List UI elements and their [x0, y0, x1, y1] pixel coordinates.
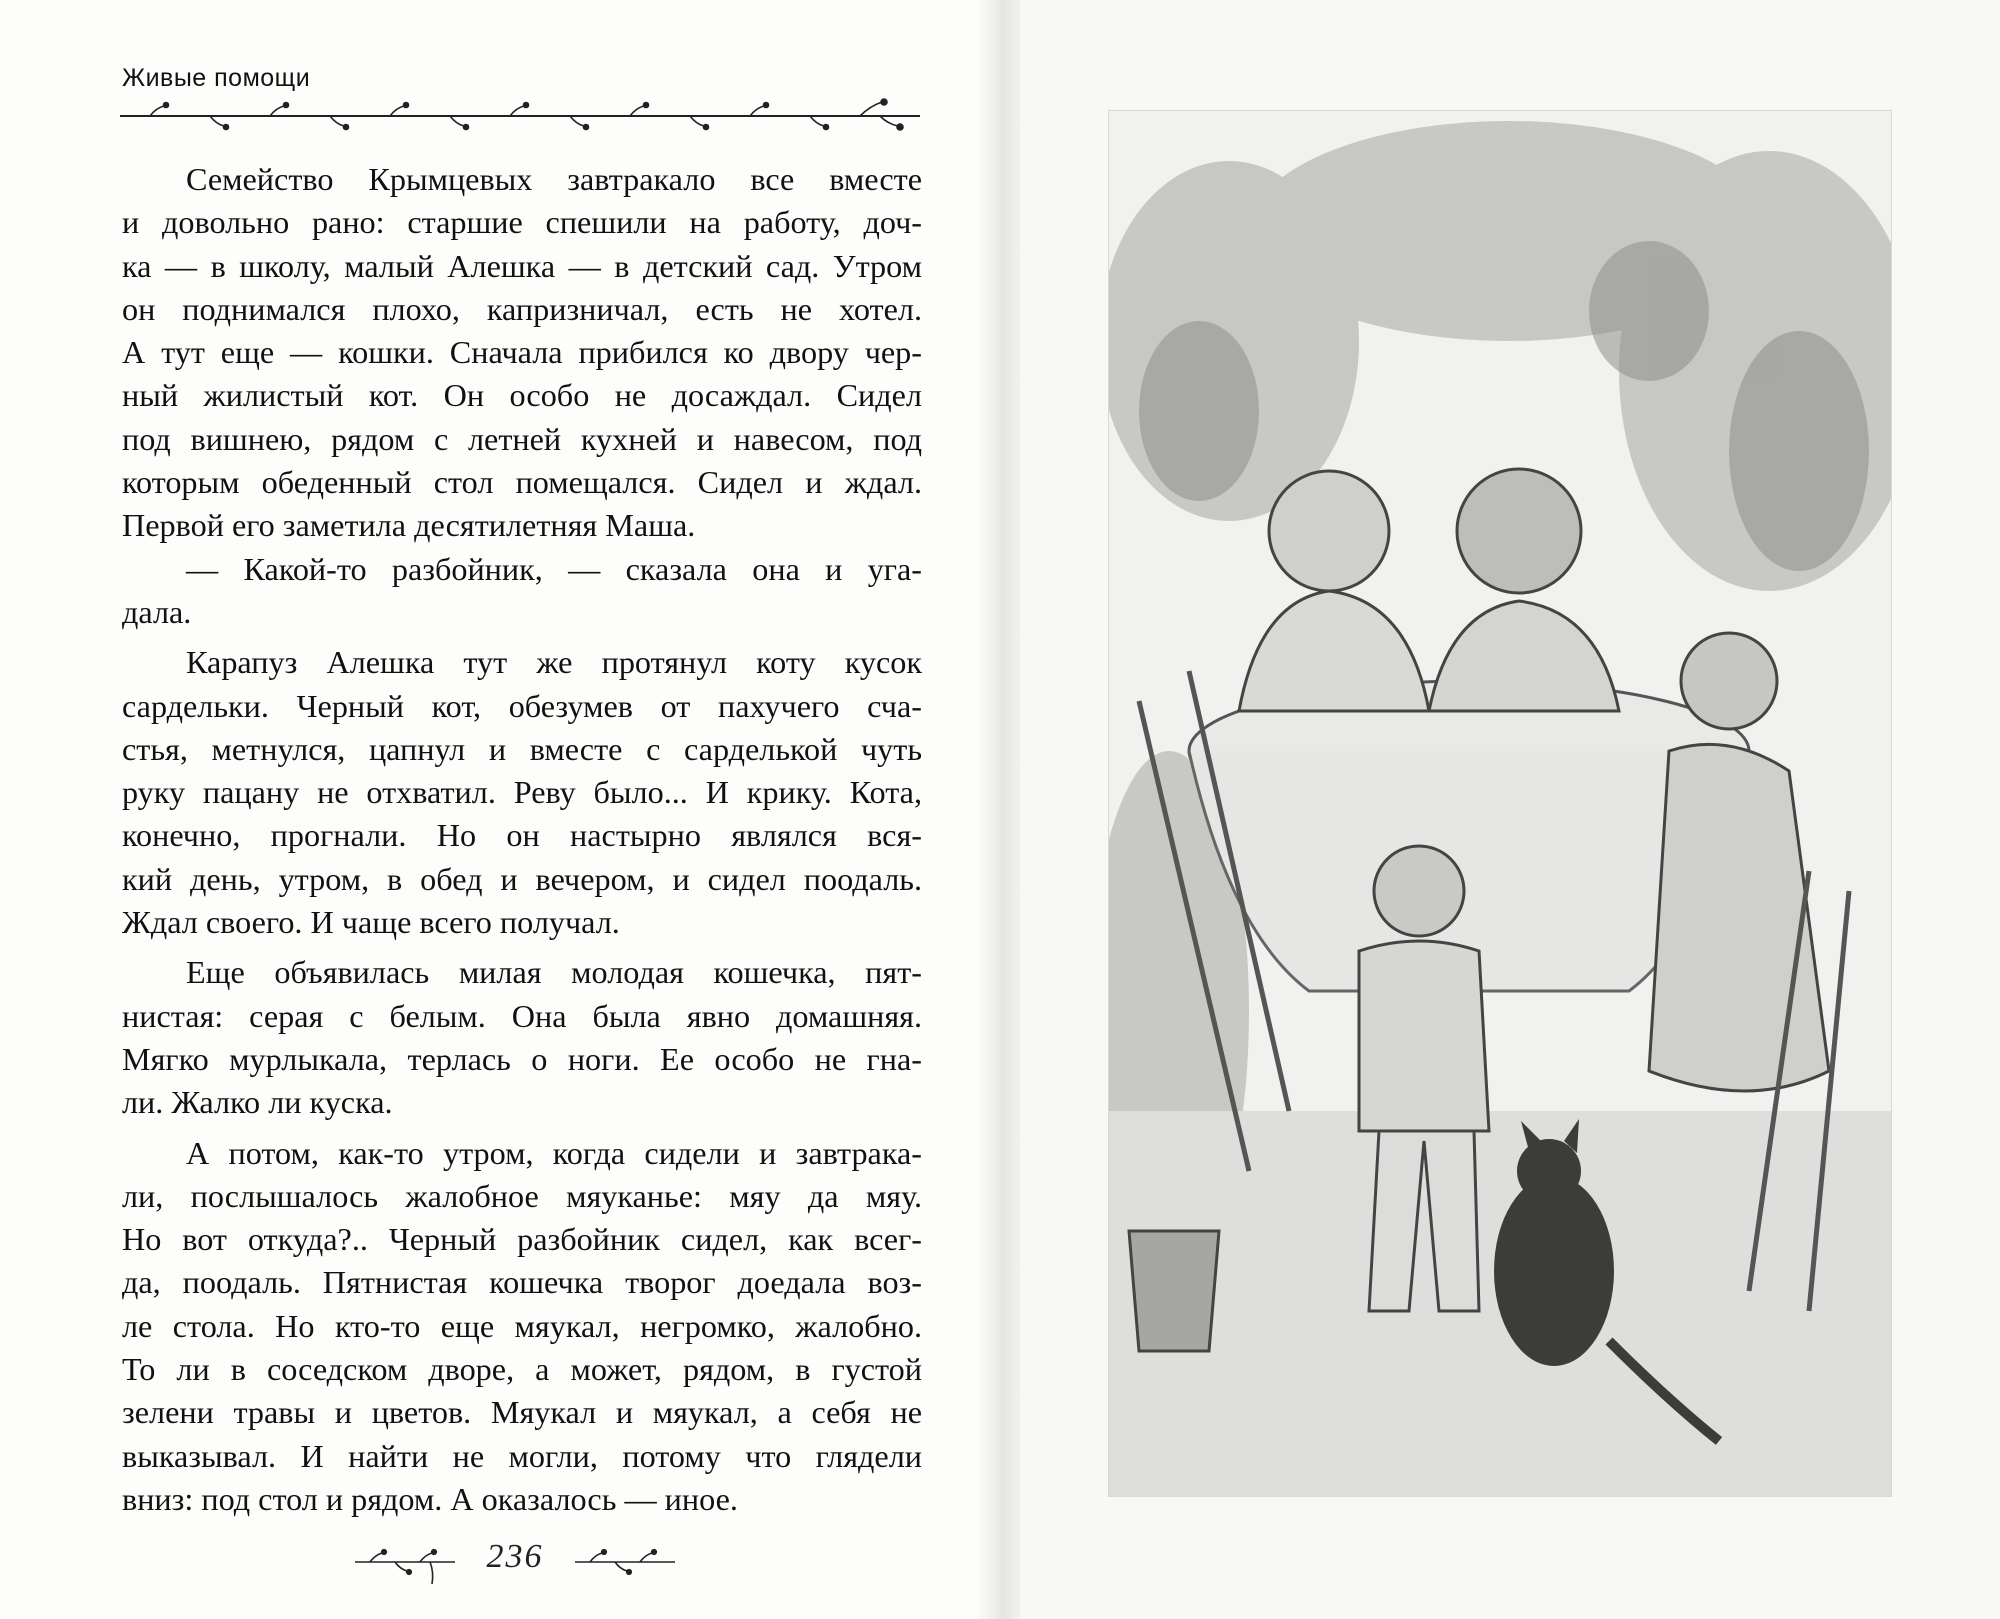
left-page	[0, 0, 990, 1619]
text-line: Мягко мурлыкала, терлась о ноги. Ее особо не гна-	[122, 1040, 922, 1077]
text-line: стья, метнулся, цапнул и вместе с сарделькой чуть	[122, 730, 922, 767]
text-line: ный жилистый кот. Он особо не досаждал. Сидел	[122, 377, 922, 414]
text-line: под вишнею, рядом с летней кухней и навесом, под	[122, 420, 922, 457]
text-line: выказывал. И найти не могли, потому что глядели	[122, 1437, 922, 1474]
text-line: ле стола. Но кто-то еще мяукал, негромко, жалобно.	[122, 1307, 922, 1344]
text-line: да, поодаль. Пятнистая кошечка творог доедала воз-	[122, 1264, 922, 1301]
body-text	[122, 158, 922, 1521]
text-line: которым обеденный стол помещался. Сидел и ждал.	[122, 464, 922, 501]
branch-ornament-rule	[120, 96, 920, 136]
text-line: вниз: под стол и рядом. А оказалось — иное.	[122, 1480, 738, 1517]
text-line: А тут еще — кошки. Сначала прибился ко двору чер-	[122, 334, 922, 371]
text-line: руку пацану не отхватил. Реву было... И крику. Кота,	[122, 774, 922, 811]
text-line: ли, послышалось жалобное мяуканье: мяу да мяу.	[122, 1177, 922, 1214]
text-line: конечно, прогнали. Но он настырно являлся вся-	[122, 817, 922, 854]
text-line: ли. Жалко ли куска.	[122, 1084, 393, 1121]
text-line: Первой его заметила десятилетняя Маша.	[122, 507, 696, 544]
text-line: Ждал своего. И чаще всего получал.	[122, 904, 620, 941]
text-line: нистая: серая с белым. Она была явно домашняя.	[122, 997, 922, 1034]
text-line: дала.	[122, 593, 192, 630]
book-gutter	[975, 0, 1025, 1619]
family-breakfast-illustration	[1108, 110, 1892, 1497]
text-line: и довольно рано: старшие спешили на работу, доч-	[122, 204, 922, 241]
text-line: А потом, как-то утром, когда сидели и завтрака-	[186, 1134, 922, 1171]
text-line: — Какой-то разбойник, — сказала она и уга-	[186, 550, 922, 587]
text-line: он поднимался плохо, капризничал, есть не хотел.	[122, 290, 922, 327]
text-line: Еще объявилась милая молодая кошечка, пят-	[186, 954, 922, 991]
text-line: зелени травы и цветов. Мяукал и мяукал, а себя не	[122, 1394, 922, 1431]
running-head: Живые помощи	[122, 64, 311, 92]
text-line: ка — в школу, малый Алешка — в детский сад. Утром	[122, 247, 922, 284]
text-line: кий день, утром, в обед и вечером, и сидел поодаль.	[122, 860, 922, 897]
text-line: сардельки. Черный кот, обезумев от пахучего сча-	[122, 687, 922, 724]
text-line: То ли в соседском дворе, а может, рядом, в густой	[122, 1351, 922, 1388]
text-line: Но вот откуда?.. Черный разбойник сидел, как всег-	[122, 1221, 922, 1258]
text-line: Карапуз Алешка тут же протянул коту кусок	[186, 644, 922, 681]
text-line: Семейство Крымцевых завтракало все вместе	[186, 161, 922, 197]
page-number: 236	[486, 1538, 544, 1575]
